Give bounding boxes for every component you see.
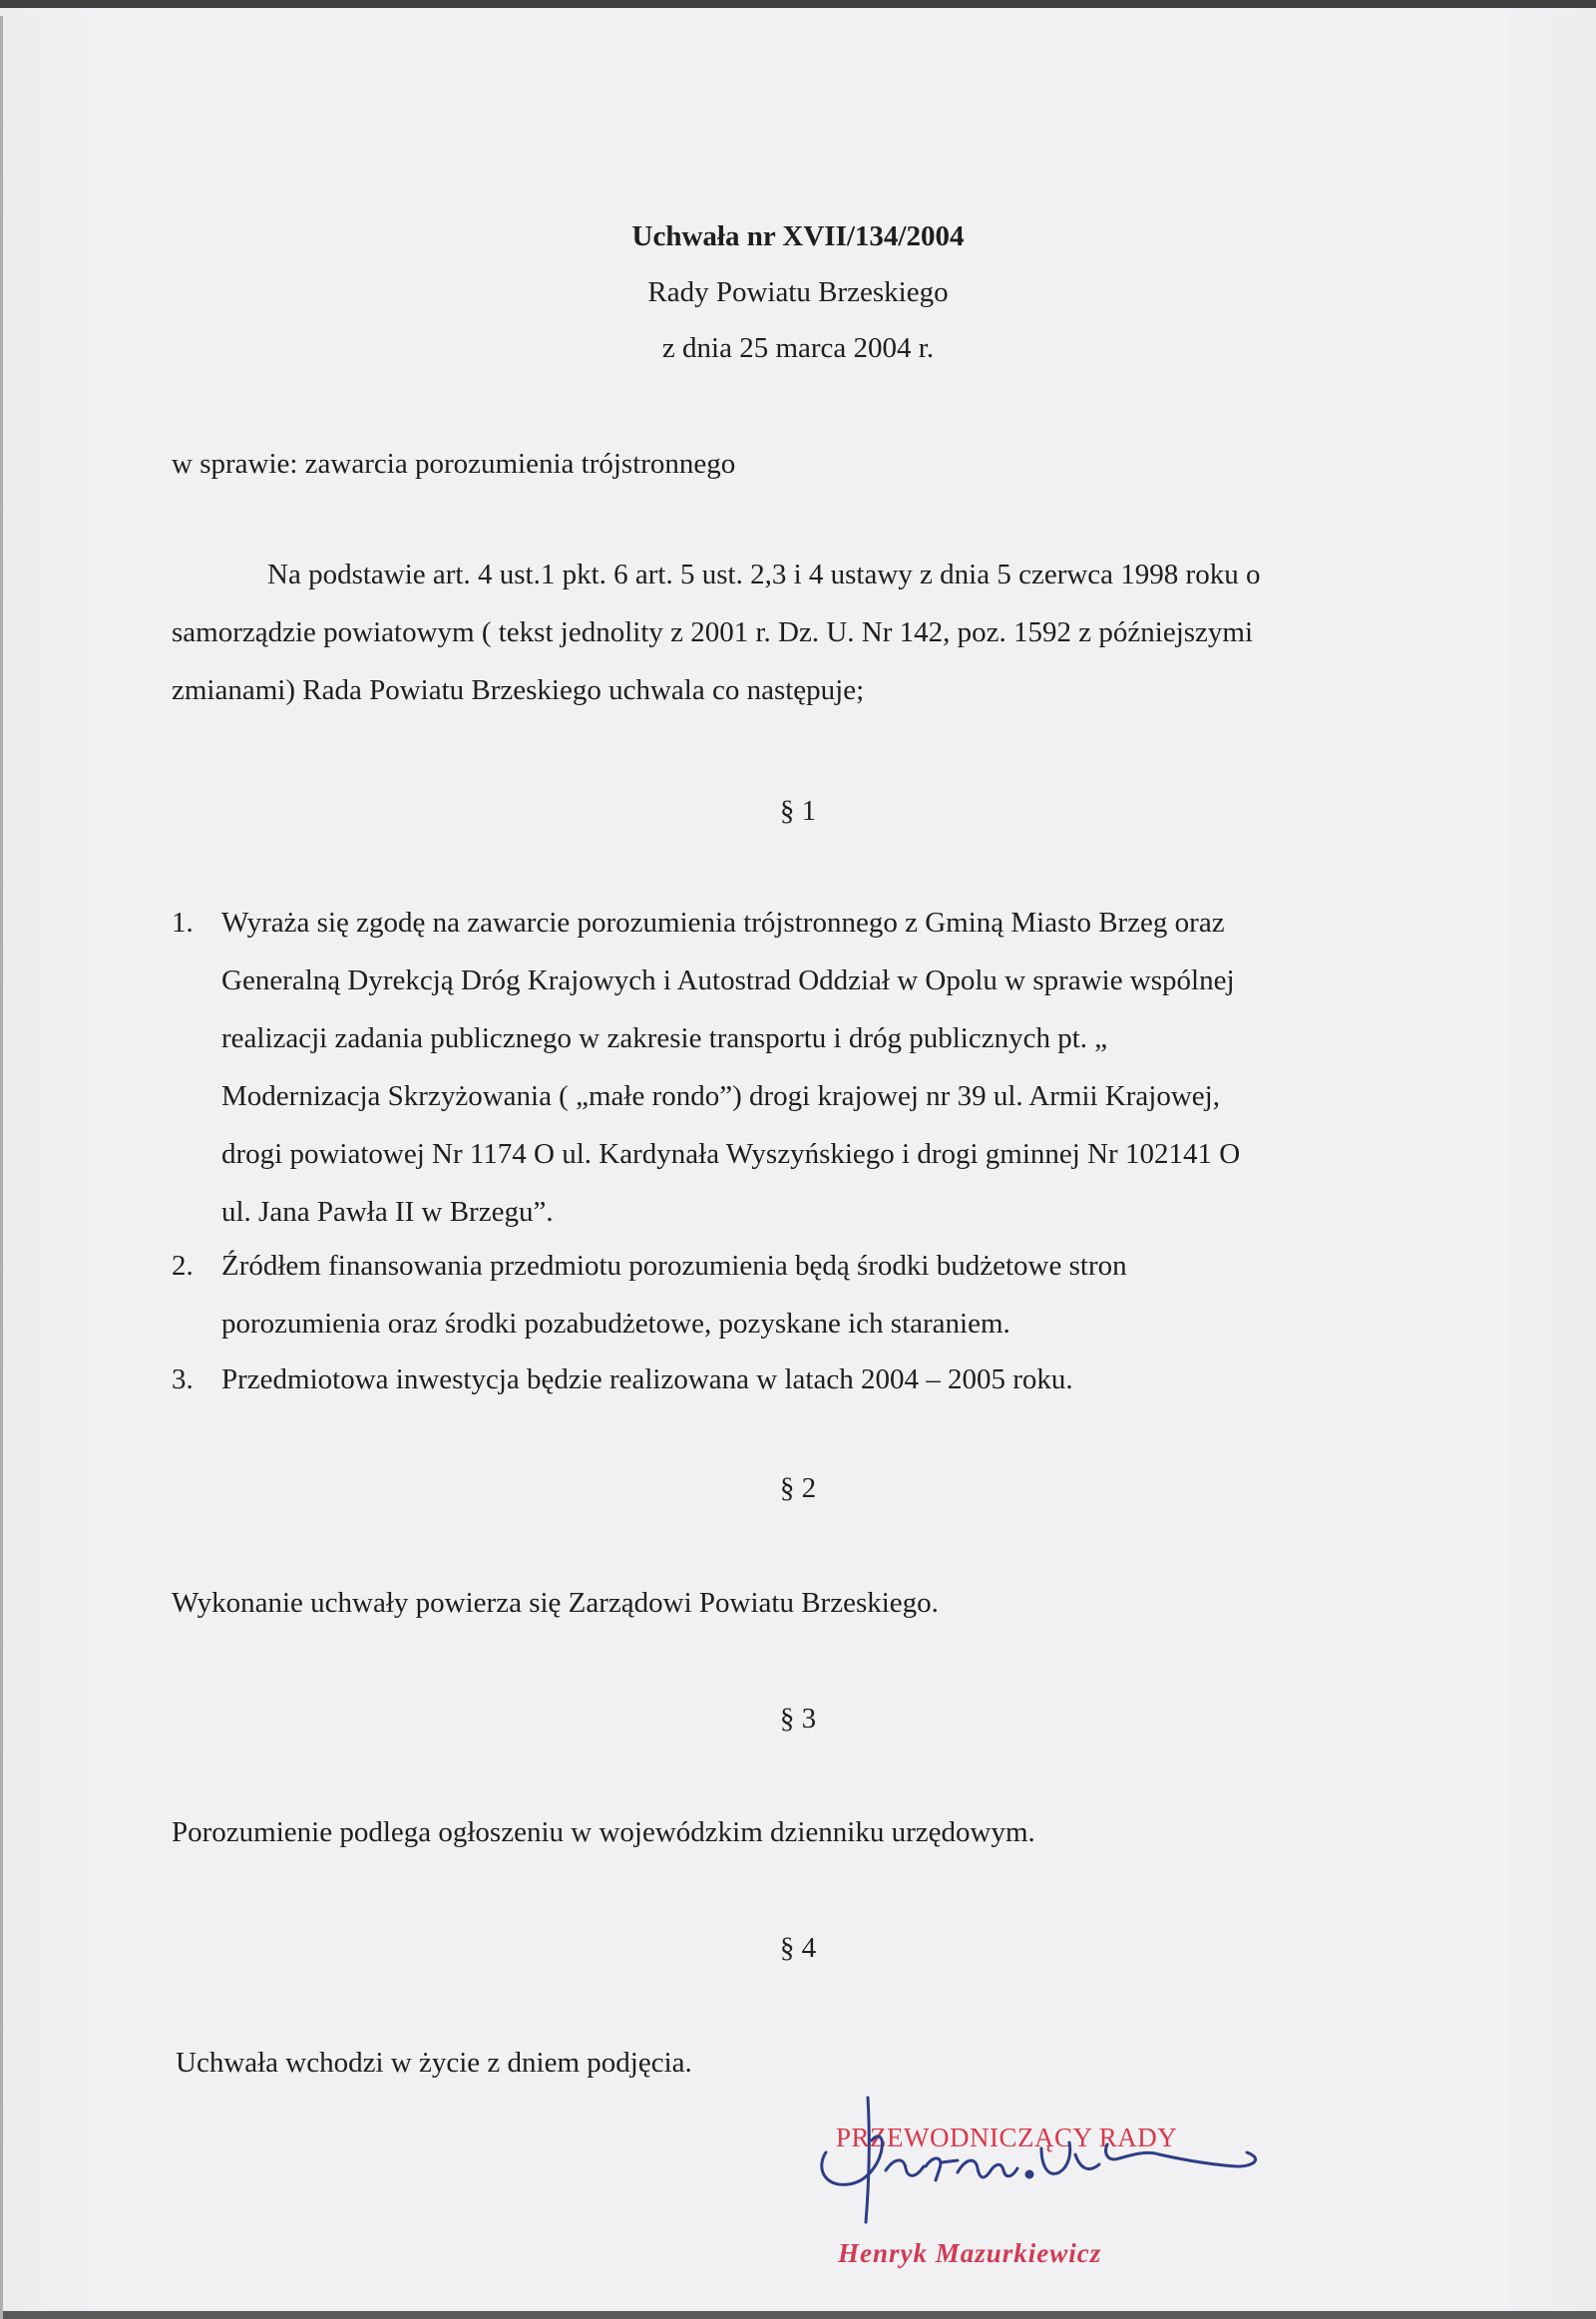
preamble-line: Na podstawie art. 4 ust.1 pkt. 6 art. 5 ust. 2,3 i 4 ustawy z dnia 5 czerwca 1998 roku o	[267, 559, 1261, 590]
preamble	[172, 546, 1260, 719]
list-item	[221, 894, 1240, 1241]
list-item-line: porozumienia oraz środki pozabudżetowe, pozyskane ich staraniem.	[221, 1308, 1010, 1340]
item-number: 1.	[172, 907, 194, 939]
section-text-4: Uchwała wchodzi w życie z dniem podjęcia.	[176, 2047, 692, 2079]
resolution-issuer: Rady Powiatu Brzeskiego	[647, 276, 949, 308]
list-item-line: Wyraża się zgodę na zawarcie porozumienia trójstronnego z Gminą Miasto Brzeg oraz	[221, 907, 1225, 939]
list-item-line: Przedmiotowa inwestycja będzie realizowana w latach 2004 – 2005 roku.	[221, 1363, 1073, 1395]
section-heading-1: § 1	[779, 795, 817, 827]
chairman-stamp-name: Henryk Mazurkiewicz	[838, 2238, 1102, 2268]
list-item	[221, 1351, 1073, 1408]
section-text-3: Porozumienie podlega ogłoszeniu w wojewódzkim dzienniku urzędowym.	[172, 1816, 1035, 1848]
scan-top-edge	[0, 0, 1596, 8]
resolution-title: Uchwała nr XVII/134/2004	[631, 220, 965, 252]
chairman-stamp-title: PRZEWODNICZĄCY RADY	[836, 2123, 1178, 2152]
item-number: 2.	[172, 1250, 194, 1282]
list-item-line: drogi powiatowej Nr 1174 O ul. Kardynała Wyszyńskiego i drogi gminnej Nr 102141 O	[221, 1138, 1241, 1170]
list-item-line: Źródłem finansowania przedmiotu porozumienia będą środki budżetowe stron	[221, 1250, 1127, 1282]
list-item	[221, 1237, 1127, 1353]
list-item-line: realizacji zadania publicznego w zakresie transportu i dróg publicznych pt. „	[221, 1022, 1108, 1054]
list-item-line: ul. Jana Pawła II w Brzegu”.	[221, 1196, 554, 1228]
preamble-line: samorządzie powiatowym ( tekst jednolity z 2001 r. Dz. U. Nr 142, poz. 1592 z późniejszymi	[172, 616, 1254, 648]
handwritten-signature	[808, 2093, 1287, 2242]
list-item-line: Modernizacja Skrzyżowania ( „małe rondo”) drogi krajowej nr 39 ul. Armii Krajowej,	[221, 1080, 1220, 1112]
resolution-date: z dnia 25 marca 2004 r.	[661, 332, 935, 364]
resolution-subject: w sprawie: zawarcia porozumienia trójstronnego	[172, 448, 736, 480]
section-heading-3: § 3	[779, 1703, 817, 1735]
section-heading-2: § 2	[779, 1472, 817, 1504]
preamble-line: zmianami) Rada Powiatu Brzeskiego uchwala co następuje;	[172, 674, 865, 706]
item-number: 3.	[172, 1363, 194, 1395]
section-text-2: Wykonanie uchwały powierza się Zarządowi Powiatu Brzeskiego.	[172, 1587, 939, 1619]
document-page	[0, 8, 1596, 2311]
section-heading-4: § 4	[779, 1932, 817, 1964]
list-item-line: Generalną Dyrekcją Dróg Krajowych i Autostrad Oddział w Opolu w sprawie wspólnej	[221, 965, 1235, 996]
